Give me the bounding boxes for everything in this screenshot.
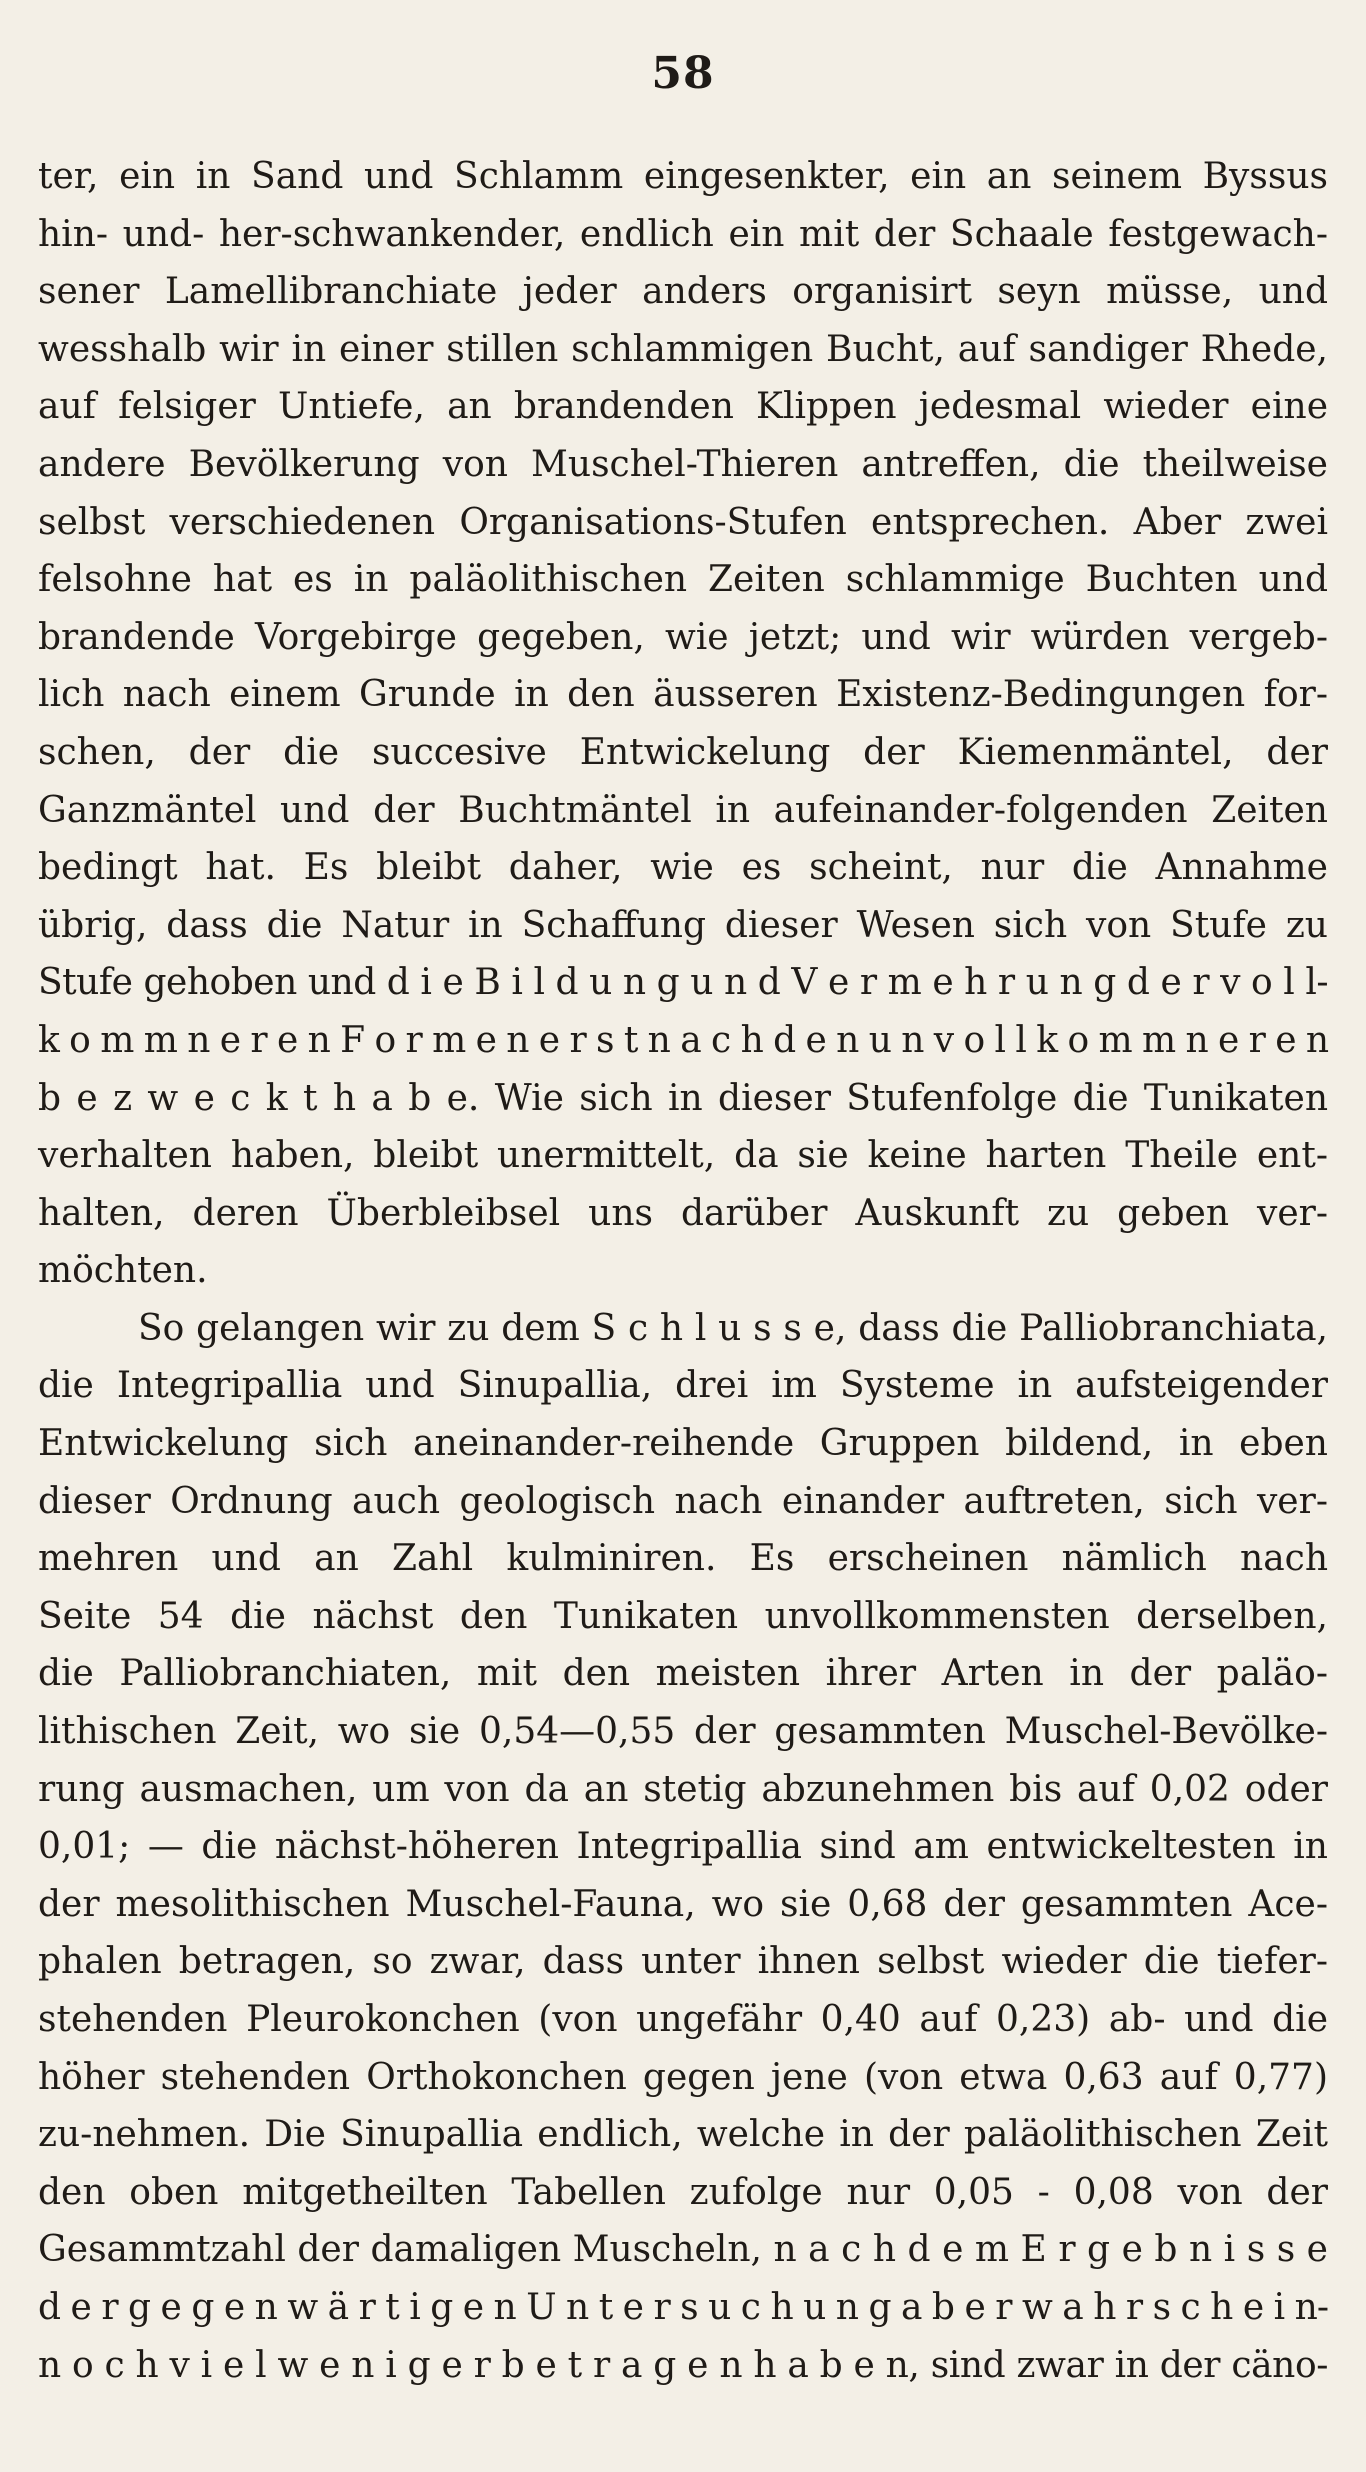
text-line: Ganzmäntel und der Buchtmäntel in aufeinander-folgenden Zeiten	[38, 789, 1328, 831]
text-line: ter, ein in Sand und Schlamm eingesenkter, ein an seinem Byssus	[38, 156, 1328, 197]
text-line: die Integripallia und Sinupallia, drei im Systeme in aufsteigender	[38, 1365, 1328, 1407]
text-line: phalen betragen, so zwar, dass unter ihnen selbst wieder die tiefer-	[38, 1941, 1328, 1983]
text-line: übrig, dass die Natur in Schaffung dieser Wesen sich von Stufe zu	[38, 904, 1328, 946]
text-line: So gelangen wir zu dem S c h l u s s e, dass die Palliobranchiata,	[138, 1307, 1328, 1349]
text-line: der mesolithischen Muschel-Fauna, wo sie 0,68 der gesammten Ace-	[38, 1883, 1328, 1925]
text-line: sener Lamellibranchiate jeder anders organisirt seyn müsse, und	[38, 271, 1328, 313]
text-line: höher stehenden Orthokonchen gegen jene (von etwa 0,63 auf 0,77)	[38, 2056, 1328, 2098]
text-line: möchten.	[38, 1250, 208, 1292]
text-line: halten, deren Überbleibsel uns darüber Auskunft zu geben ver-	[38, 1192, 1328, 1234]
text-line: brandende Vorgebirge gegeben, wie jetzt; und wir würden vergeb-	[38, 616, 1328, 658]
text-line: mehren und an Zahl kulminiren. Es erscheinen nämlich nach	[38, 1538, 1328, 1580]
text-line: den oben mitgetheilten Tabellen zufolge nur 0,05 - 0,08 von der	[38, 2171, 1328, 2213]
text-line: d e r g e g e n w ä r t i g e n U n t e r s u c h u n g a b e r w a h r s c h e i n-	[38, 2286, 1328, 2328]
text-line: selbst verschiedenen Organisations-Stufen entsprechen. Aber zwei	[38, 501, 1328, 543]
text-line: rung ausmachen, um von da an stetig abzunehmen bis auf 0,02 oder	[38, 1768, 1328, 1810]
text-line: lithischen Zeit, wo sie 0,54—0,55 der gesammten Muschel-Bevölke-	[38, 1711, 1328, 1753]
text-line: 0,01; — die nächst-höheren Integripallia sind am entwickeltesten in	[38, 1826, 1328, 1868]
text-line: Stufe gehoben und d i e B i l d u n g u n d V e r m e h r u n g d e r v o l l-	[38, 962, 1328, 1004]
text-line: Seite 54 die nächst den Tunikaten unvollkommensten derselben,	[38, 1595, 1328, 1637]
text-line: k o m m n e r e n F o r m e n e r s t n a c h d e n u n v o l l k o m m n e r e n	[38, 1019, 1328, 1061]
body-text	[38, 148, 1328, 2394]
text-line: wesshalb wir in einer stillen schlammigen Bucht, auf sandiger Rhede,	[38, 328, 1328, 370]
text-line: Gesammtzahl der damaligen Muscheln, n a c h d e m E r g e b n i s s e	[38, 2229, 1328, 2271]
text-line: hin- und- her-schwankender, endlich ein mit der Schaale festgewach-	[38, 213, 1328, 255]
text-line: bedingt hat. Es bleibt daher, wie es scheint, nur die Annahme	[38, 847, 1328, 889]
text-line: stehenden Pleurokonchen (von ungefähr 0,40 auf 0,23) ab- und die	[38, 1999, 1328, 2040]
text-line: auf felsiger Untiefe, an brandenden Klippen jedesmal wieder eine	[38, 386, 1328, 428]
text-line: verhalten haben, bleibt unermittelt, da sie keine harten Theile ent-	[38, 1135, 1328, 1177]
text-line: n o c h v i e l w e n i g e r b e t r a g e n h a b e n, sind zwar in der cäno-	[38, 2344, 1328, 2386]
text-line: b e z w e c k t h a b e. Wie sich in dieser Stufenfolge die Tunikaten	[38, 1077, 1328, 1119]
text-line: dieser Ordnung auch geologisch nach einander auftreten, sich ver-	[38, 1480, 1328, 1522]
page-number: 58	[651, 48, 715, 99]
text-line: zu-nehmen. Die Sinupallia endlich, welche in der paläolithischen Zeit	[38, 2114, 1328, 2156]
text-line: lich nach einem Grunde in den äusseren Existenz-Bedingungen for-	[38, 674, 1328, 716]
text-line: Entwickelung sich aneinander-reihende Gruppen bildend, in eben	[38, 1423, 1328, 1465]
text-line: felsohne hat es in paläolithischen Zeiten schlammige Buchten und	[38, 559, 1328, 601]
text-line: schen, der die succesive Entwickelung der Kiemenmäntel, der	[38, 731, 1328, 773]
text-line: die Palliobranchiaten, mit den meisten ihrer Arten in der paläo-	[38, 1653, 1328, 1695]
text-line: andere Bevölkerung von Muschel-Thieren antreffen, die theilweise	[38, 443, 1328, 485]
